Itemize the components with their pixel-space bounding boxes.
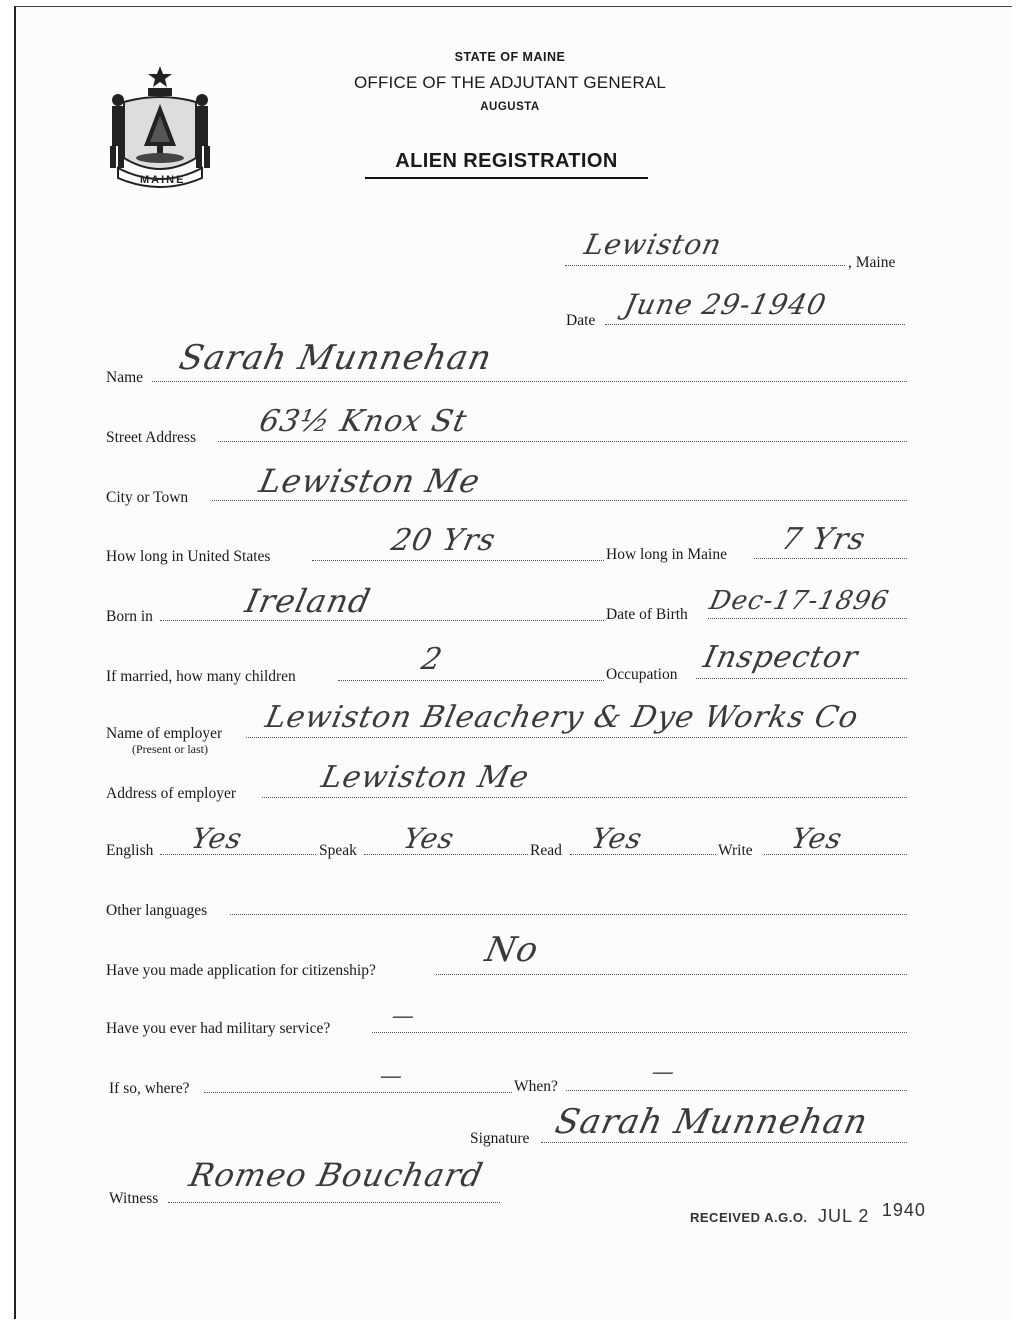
employer-address-line xyxy=(262,797,907,798)
military-service-label: Have you ever had military service? xyxy=(106,1020,331,1037)
city-town-value[interactable]: Lewiston Me xyxy=(255,462,484,500)
maine-state-seal-icon xyxy=(104,62,216,188)
occupation-label: Occupation xyxy=(606,666,678,683)
english-value[interactable]: Yes xyxy=(188,822,246,855)
read-label: Read xyxy=(530,842,562,859)
employer-sublabel: (Present or last) xyxy=(132,742,208,756)
speak-value[interactable]: Yes xyxy=(400,822,458,855)
children-value[interactable]: 2 xyxy=(418,642,446,677)
date-label: Date xyxy=(566,312,596,329)
military-service-value[interactable]: — xyxy=(389,1004,418,1029)
street-address-line xyxy=(218,441,907,442)
date-of-birth-value[interactable]: Dec-17-1896 xyxy=(706,586,892,616)
witness-label: Witness xyxy=(109,1190,159,1207)
born-in-label: Born in xyxy=(106,608,153,625)
state-heading: STATE OF MAINE xyxy=(454,50,566,64)
where-label: If so, where? xyxy=(109,1080,190,1097)
where-line xyxy=(204,1092,512,1093)
city-town-label: City or Town xyxy=(106,489,189,506)
read-value[interactable]: Yes xyxy=(588,822,646,855)
english-label: English xyxy=(106,842,154,859)
date-of-birth-label: Date of Birth xyxy=(606,606,688,623)
citizenship-value[interactable]: No xyxy=(481,930,543,970)
name-line xyxy=(152,381,907,382)
stamp-date: JUL 2 xyxy=(818,1206,870,1226)
place-suffix: , Maine xyxy=(848,254,896,271)
citizenship-line xyxy=(436,974,907,975)
employer-address-label: Address of employer xyxy=(106,785,236,802)
employer-label: Name of employer xyxy=(106,725,223,742)
employer-address-value[interactable]: Lewiston Me xyxy=(318,760,533,795)
signature-line xyxy=(541,1142,907,1143)
speak-label: Speak xyxy=(319,842,357,859)
office-heading: OFFICE OF THE ADJUTANT GENERAL xyxy=(353,73,667,92)
children-label: If married, how many children xyxy=(106,668,296,685)
write-label: Write xyxy=(718,842,753,859)
born-in-line xyxy=(160,620,604,621)
stamp-year: 1940 xyxy=(881,1200,926,1220)
name-label: Name xyxy=(106,369,144,386)
city-heading: AUGUSTA xyxy=(480,101,540,113)
received-stamp xyxy=(690,1200,926,1227)
date-value[interactable]: June 29-1940 xyxy=(621,288,830,321)
city-town-line xyxy=(212,500,907,501)
when-value[interactable]: — xyxy=(649,1060,678,1085)
when-line xyxy=(566,1090,907,1091)
witness-line xyxy=(168,1202,500,1203)
name-value[interactable]: Sarah Munnehan xyxy=(175,338,496,378)
occupation-line xyxy=(696,678,907,679)
military-service-line xyxy=(372,1032,907,1033)
date-of-birth-line xyxy=(708,618,907,619)
years-in-maine-label: How long in Maine xyxy=(606,546,727,563)
signature-label: Signature xyxy=(470,1130,530,1147)
street-address-label: Street Address xyxy=(106,429,196,446)
stamp-received-text: RECEIVED A.G.O. xyxy=(690,1210,808,1225)
date-line xyxy=(605,324,905,325)
when-label: When? xyxy=(514,1078,558,1095)
occupation-value[interactable]: Inspector xyxy=(700,640,862,675)
born-in-value[interactable]: Ireland xyxy=(241,582,375,620)
citizenship-label: Have you made application for citizenship? xyxy=(106,962,376,979)
write-value[interactable]: Yes xyxy=(788,822,846,855)
years-in-us-value[interactable]: 20 Yrs xyxy=(388,523,499,558)
place-line xyxy=(565,265,845,266)
years-in-maine-value[interactable]: 7 Yrs xyxy=(778,522,869,557)
where-value[interactable]: — xyxy=(377,1064,406,1089)
years-in-us-label: How long in United States xyxy=(106,548,271,565)
other-languages-label: Other languages xyxy=(106,902,208,919)
employer-line xyxy=(246,737,907,738)
other-languages-line xyxy=(230,914,907,915)
employer-value[interactable]: Lewiston Bleachery & Dye Works Co xyxy=(262,700,862,735)
form-title: ALIEN REGISTRATION xyxy=(365,150,648,179)
seal-banner-text: MAINE xyxy=(140,174,186,186)
children-line xyxy=(338,680,604,681)
signature-value[interactable]: Sarah Munnehan xyxy=(551,1102,872,1142)
street-address-value[interactable]: 63½ Knox St xyxy=(256,404,471,439)
years-in-us-line xyxy=(312,560,604,561)
witness-value[interactable]: Romeo Bouchard xyxy=(185,1156,487,1194)
place-value[interactable]: Lewiston xyxy=(581,228,726,261)
years-in-maine-line xyxy=(754,558,907,559)
